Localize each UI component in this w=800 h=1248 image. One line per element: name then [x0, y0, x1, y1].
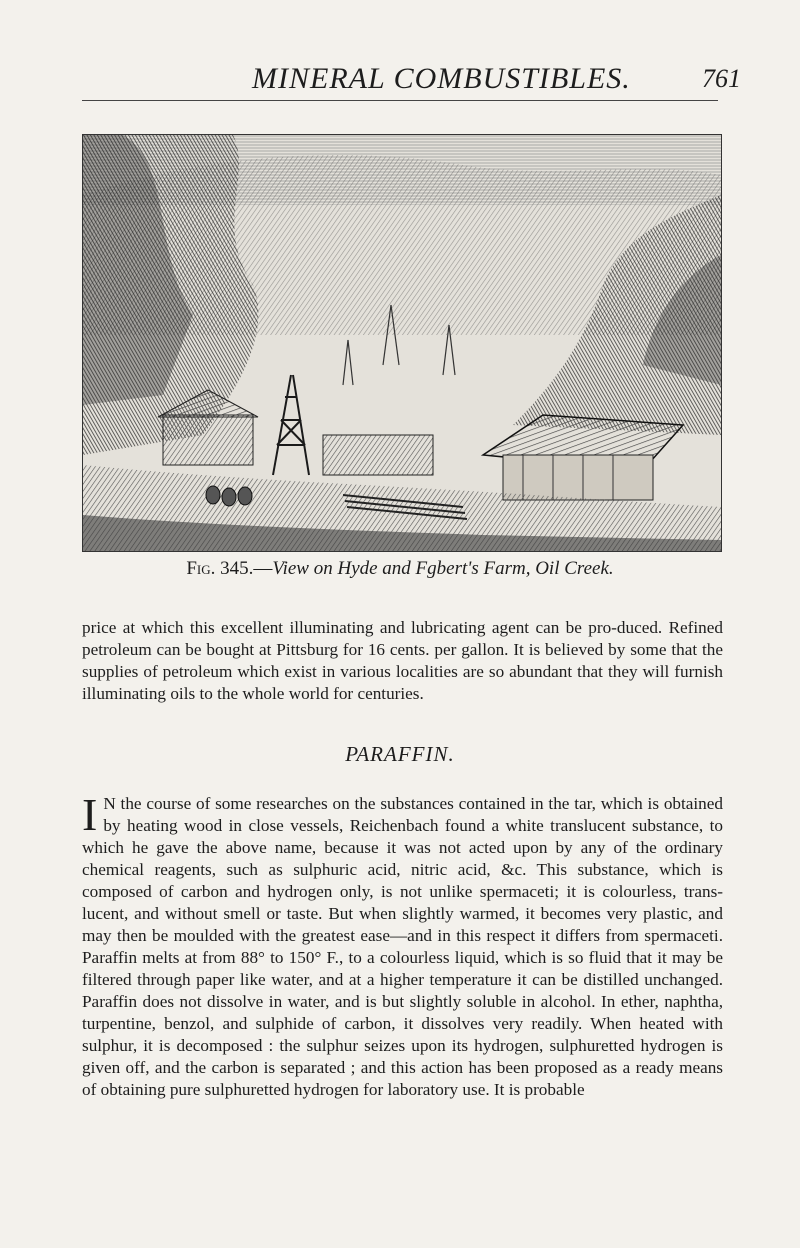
paragraph-paraffin	[82, 789, 723, 1101]
oil-farm-engraving	[83, 135, 721, 551]
running-title: MINERAL COMBUSTIBLES.	[252, 62, 631, 95]
running-head	[0, 62, 800, 102]
figure-title: View on Hyde and Fgbert's Farm, Oil Creek.	[272, 558, 614, 579]
page-number: 761	[702, 64, 741, 93]
engraving-illustration	[82, 134, 722, 552]
section-heading: PARAFFIN.	[345, 742, 455, 766]
figure-caption: Fig. 345.—View on Hyde and Fgbert's Farm, Oil Creek.	[186, 558, 614, 579]
paragraph-paraffin-body: N the course of some researches on the substances contained in the tar, which is obtained by heating wood in close vessels, Reichenbach found a white translucent substance, to which he gave the above name, because it was not acted upon by any of the ordinary chemical reagents, such as sulphuric acid, nitric acid, &c. This substance, which is composed of carbon and hydrogen only, is not unlike spermaceti; it is colourless, trans-lucent, and without smell or taste. But when slightly warmed, it becomes very plastic, and may then be moulded with the greatest ease—and in this respect it differs from spermaceti. Paraffin melts at from 88° to 150° F., to a colourless liquid, which is so fluid that it may be filtered through paper like water, and at a higher temperature it can be distilled unchanged. Paraffin does not dissolve in water, and is but slightly soluble in alcohol. In ether, naphtha, turpentine, benzol, and sulphide of carbon, it dissolves very readily. When heated with sulphur, it is decomposed : the sulphur seizes upon its hydrogen, sulphuretted hydrogen is given off, and the carbon is separated ; and this action has been proposed as a ready means of obtaining pure sulphuretted hydrogen for laboratory use. It is probable	[82, 794, 723, 1100]
figure-label: Fig. 345.	[186, 558, 254, 579]
header-rule	[82, 100, 718, 101]
drop-cap: I	[82, 789, 98, 841]
paragraph-petroleum: price at which this excellent illuminating and lubricating agent can be pro-duced. Refined petroleum can be bought at Pittsburg for 16 cents. per gallon. It is believed by some that the supplies of petroleum which exist in various localities are so abundant that they will furnish illuminating oils to the whole world for centuries.	[82, 618, 723, 704]
